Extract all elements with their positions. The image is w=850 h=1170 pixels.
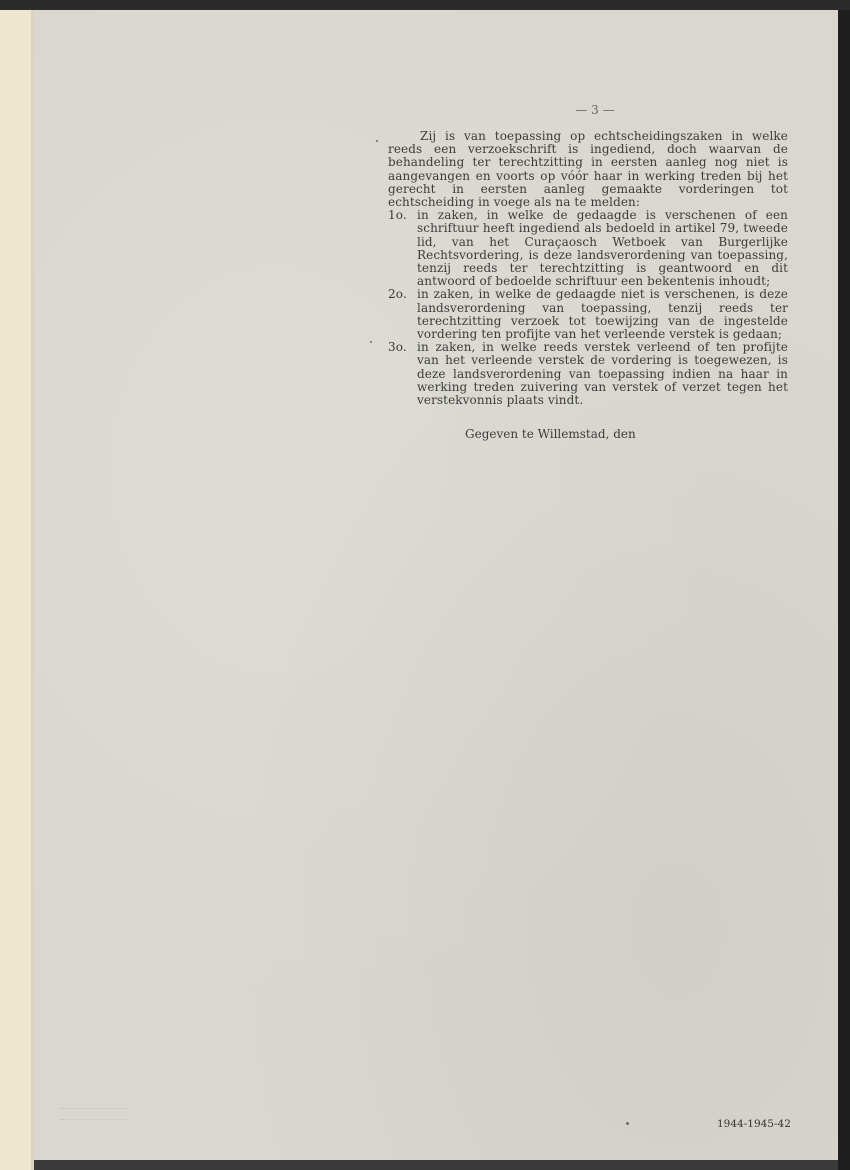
item-number: 1o. [388,208,407,223]
scan-top-border [0,0,850,10]
list-item [388,288,788,341]
item-text: in zaken, in welke de gedaagde niet is verschenen, is deze landsverordening van toepassing, tenzij reeds ter terechtzitting verzoek tot toewijzing van de ingestelde vordering ten profijte van het verleende verstek is gedaan; [417,287,788,342]
list-item [388,209,788,288]
item-text: in zaken, in welke de gedaagde is verschenen of een schriftuur heeft ingediend als bedoeld in artikel 79, tweede lid, van het Curaçaosch Wetboek van Burgerlijke Rechtsvordering, is deze landsverordening van toepassing, tenzij reeds ter terechtzitting is geantwoord en dit antwoord of bedoelde schriftuur een bekentenis inhoudt; [417,208,788,289]
scan-right-edge [838,10,850,1170]
item-text: in zaken, in welke reeds verstek verleend of ten profijte van het verleende verstek de vordering is toegewezen, is deze landsverordening van toepassing indien na haar in werking treden zuivering van verstek of verzet tegen het verstekvonnis plaats vindt. [417,340,788,408]
document-reference: 1944-1945-42 [717,1118,791,1130]
faint-stamp-mark [60,1108,130,1120]
item-number: 2o. [388,287,407,302]
provision-list [388,209,788,407]
ink-dot [376,140,378,142]
list-item [388,341,788,407]
item-number: 3o. [388,340,407,355]
page-number: — 3 — [575,103,615,117]
ink-dot [626,1122,629,1125]
document-body [388,130,788,407]
scan-left-strip [0,10,34,1170]
ink-dot [370,341,372,343]
intro-paragraph: Zij is van toepassing op echtscheidingszaken in welke reeds een verzoekschrift is ingediend, doch waarvan de behandeling ter terechtzitting in eersten aanleg nog niet is aangevangen en voorts op vóór haar in werking treden bij het gerecht in eersten aanleg gemaakte vorderingen tot echtscheiding in voege als na te melden: [388,129,788,210]
signoff-line: Gegeven te Willemstad, den [465,427,636,441]
